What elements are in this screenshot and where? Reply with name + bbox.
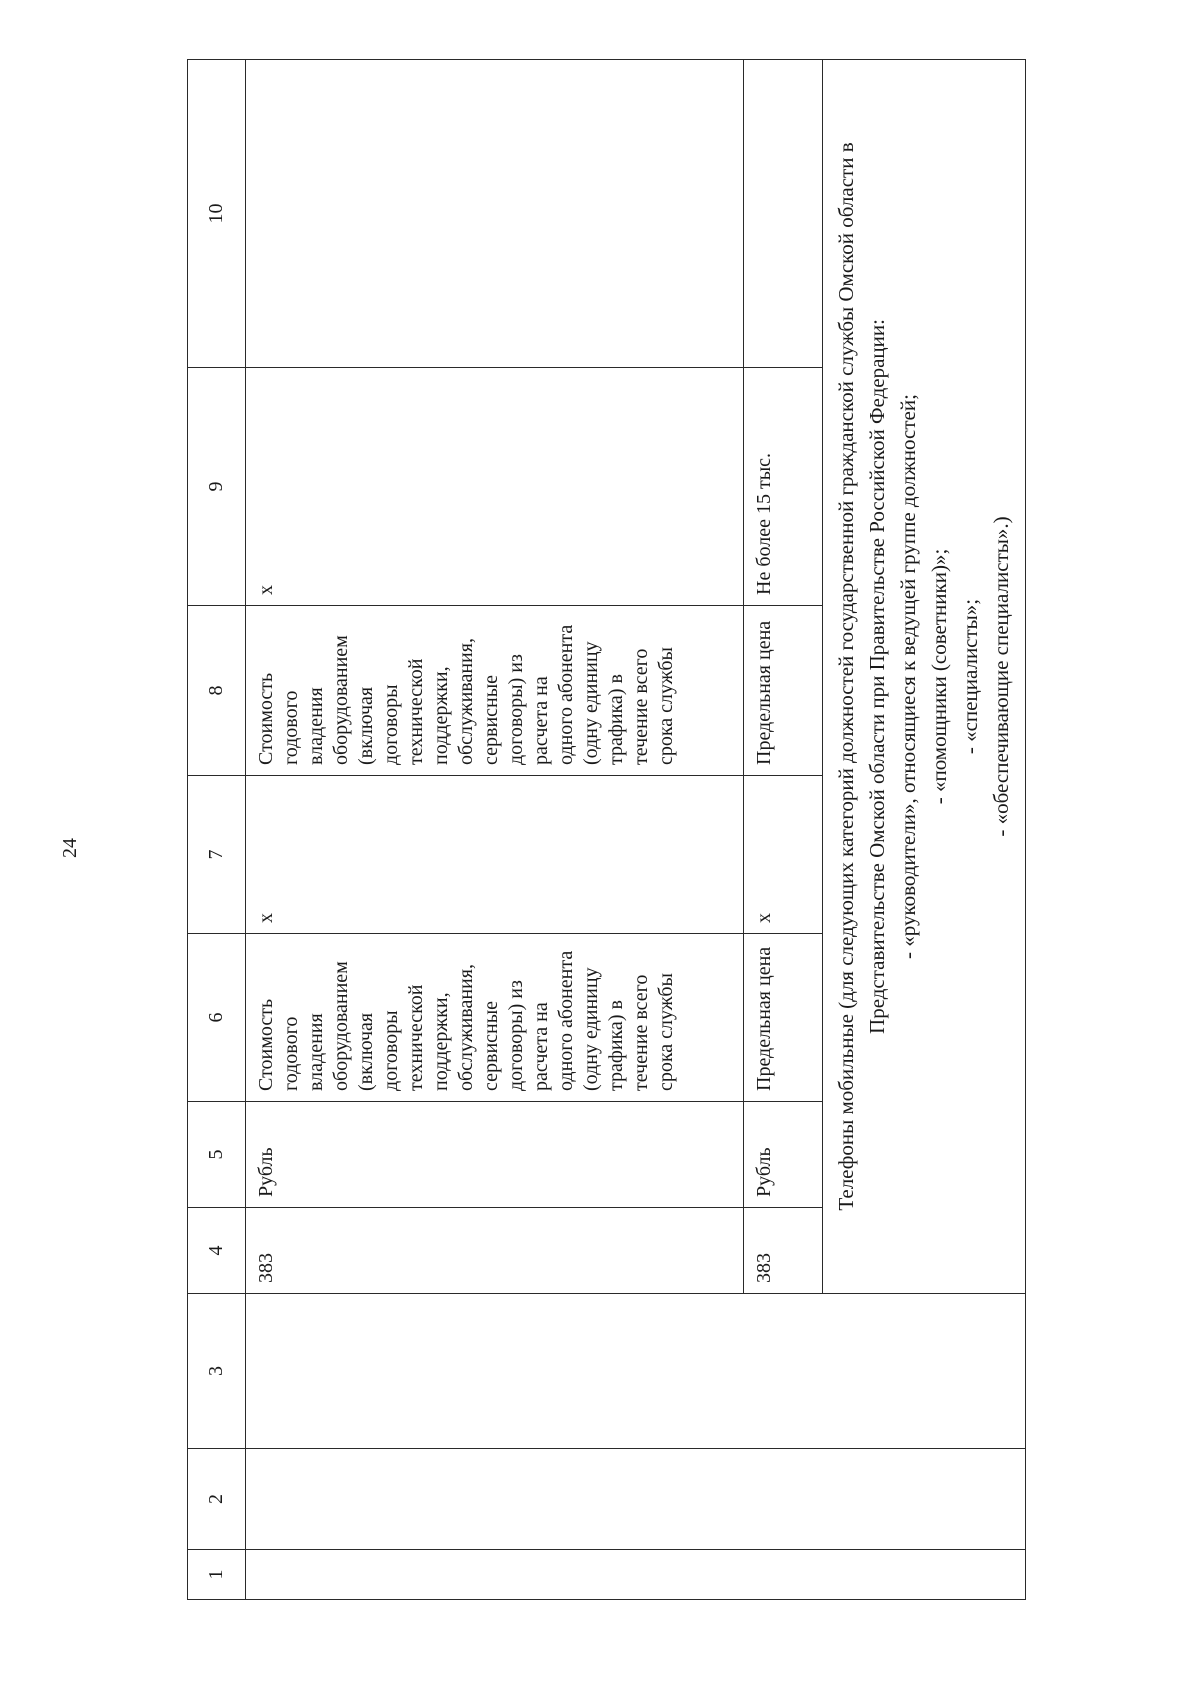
table-cell-unit: Рубль — [744, 1102, 823, 1208]
table-cell-mark: х — [246, 368, 744, 606]
table-cell-empty — [246, 1449, 744, 1550]
table-cell-description: Стоимость годового владения оборудованием (включая договоры технической поддержки, обслуживания, сервисные договоры) из расчета на одного абонента (одну единицу трафика) в течение всего срока службы — [246, 934, 744, 1102]
column-header-1: 1 — [188, 1550, 246, 1600]
table-cell-code: 383 — [744, 1208, 823, 1294]
table-cell-mark: х — [744, 776, 823, 934]
column-header-6: 6 — [188, 934, 246, 1102]
column-header-9: 9 — [188, 368, 246, 606]
table-cell-unit: Рубль — [246, 1102, 744, 1208]
header-row — [188, 60, 246, 1600]
table-cell-empty — [246, 1550, 744, 1600]
column-header-5: 5 — [188, 1102, 246, 1208]
column-header-2: 2 — [188, 1449, 246, 1550]
note-item: - «помощники (советники)»; — [927, 548, 951, 805]
table-cell-empty — [246, 60, 744, 368]
note-item: - «обеспечивающие специалисты».) — [989, 516, 1013, 837]
table-cell-empty — [823, 1449, 1026, 1550]
table-cell-price-type: Предельная цена — [744, 606, 823, 776]
column-header-8: 8 — [188, 606, 246, 776]
table-cell-price-type: Предельная цена — [744, 934, 823, 1102]
note-intro: Телефоны мобильные (для следующих категорий должностей государственной гражданской службы Омской области в Представительстве Омской области при Правительстве Российской Федерации: — [834, 142, 889, 1211]
column-header-3: 3 — [188, 1294, 246, 1449]
table-cell-price-limit: Не более 15 тыс. — [744, 368, 823, 606]
note-item: - «специалисты»; — [958, 598, 982, 755]
note-item: - «руководители», относящиеся к ведущей группе должностей; — [896, 394, 920, 959]
table-cell-mark: х — [246, 776, 744, 934]
column-header-7: 7 — [188, 776, 246, 934]
table-cell-empty — [744, 1550, 823, 1600]
table-row — [823, 60, 1026, 1600]
table-cell-empty — [246, 1294, 744, 1449]
norms-table — [187, 59, 1026, 1600]
table-cell-description: Стоимость годового владения оборудованием (включая договоры технической поддержки, обслуживания, сервисные договоры) из расчета на одного абонента (одну единицу трафика) в течение всего срока службы — [246, 606, 744, 776]
table-row — [246, 60, 744, 1600]
rotated-table-container — [187, 60, 1013, 1600]
table-row — [744, 60, 823, 1600]
note-section — [823, 60, 1026, 1294]
table-cell-empty — [744, 60, 823, 368]
table-cell-code: 383 — [246, 1208, 744, 1294]
page-number: 24 — [59, 838, 81, 858]
column-header-4: 4 — [188, 1208, 246, 1294]
table-cell-empty — [823, 1550, 1026, 1600]
table-cell-empty — [823, 1294, 1026, 1449]
table-cell-empty — [744, 1449, 823, 1550]
table-cell-empty — [744, 1294, 823, 1449]
column-header-10: 10 — [188, 60, 246, 368]
